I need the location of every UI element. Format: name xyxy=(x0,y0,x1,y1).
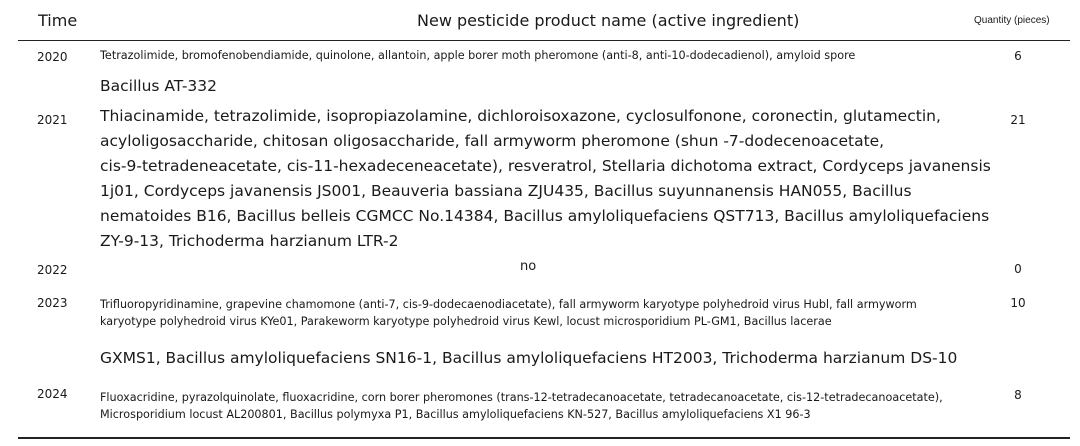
row-2024-line: Microsporidium locust AL200801, Bacillus polymyxa P1, Bacillus amyloliquefaciens KN-527, Bacillus amyloliquefaciens X1 96-3 xyxy=(100,408,811,421)
row-2021-line: 1j01, Cordyceps javanensis JS001, Beauveria bassiana ZJU435, Bacillus suyunnanensis HAN055, Bacillus xyxy=(100,182,912,200)
row-2021-products xyxy=(100,104,991,254)
column-header-product: New pesticide product name (active ingredient) xyxy=(417,11,800,30)
table-bottom-rule xyxy=(18,437,1070,439)
row-2021-line: nematoides B16, Bacillus belleis CGMCC No.14384, Bacillus amyloliquefaciens QST713, Bacillus amyloliquefaciens xyxy=(100,207,990,225)
column-header-time: Time xyxy=(38,11,78,30)
row-2024-year: 2024 xyxy=(37,387,68,401)
row-2024-products xyxy=(100,389,943,423)
row-2023-line: karyotype polyhedroid virus KYe01, Parakeworm karyotype polyhedroid virus Kewl, locust microsporidium PL-GM1, Bacillus lacerae xyxy=(100,315,832,328)
row-2021-line: ZY-9-13, Trichoderma harzianum LTR-2 xyxy=(100,232,399,250)
row-2022-quantity: 0 xyxy=(1014,262,1022,276)
row-2023-products xyxy=(100,296,917,330)
row-2023-year: 2023 xyxy=(37,296,68,310)
row-2021-quantity: 21 xyxy=(1010,113,1026,127)
row-2020-quantity: 6 xyxy=(1014,49,1022,63)
row-2023-quantity: 10 xyxy=(1010,296,1026,310)
row-2020-continuation: Bacillus AT-332 xyxy=(100,77,218,95)
row-2023-line: Trifluoropyridinamine, grapevine chamomone (anti-7, cis-9-dodecaenodiacetate), fall armyworm karyotype polyhedroid virus Hubl, fall armyworm xyxy=(100,298,917,311)
row-2021-year: 2021 xyxy=(37,113,68,127)
row-2021-line: acyloligosaccharide, chitosan oligosaccharide, fall armyworm pheromone (shun -7-dodecenoacetate, xyxy=(100,132,885,150)
row-2020-year: 2020 xyxy=(37,50,68,64)
column-header-quantity: Quantity (pieces) xyxy=(974,15,1050,26)
row-2024-quantity: 8 xyxy=(1014,388,1022,402)
header-rule xyxy=(18,40,1070,41)
row-2021-line: cis-9-tetradeneacetate, cis-11-hexadeceneacetate), resveratrol, Stellaria dichotoma extract, Cordyceps javanensis xyxy=(100,157,991,175)
row-2020-products: Tetrazolimide, bromofenobendiamide, quinolone, allantoin, apple borer moth pheromone (anti-8, anti-10-dodecadienol), amyloid spore xyxy=(100,49,856,62)
row-2021-line: Thiacinamide, tetrazolimide, isopropiazolamine, dichloroisoxazone, cyclosulfonone, coronectin, glutamectin, xyxy=(100,107,941,125)
row-2024-line: Fluoxacridine, pyrazolquinolate, fluoxacridine, corn borer pheromones (trans-12-tetradecanoacetate, tetradecanoacetate, cis-12-tetradecanoacetate), xyxy=(100,391,943,404)
row-2022-year: 2022 xyxy=(37,263,68,277)
row-2022-products: no xyxy=(520,259,537,274)
row-2023-continuation: GXMS1, Bacillus amyloliquefaciens SN16-1, Bacillus amyloliquefaciens HT2003, Trichoderma harzianum DS-10 xyxy=(100,349,958,367)
